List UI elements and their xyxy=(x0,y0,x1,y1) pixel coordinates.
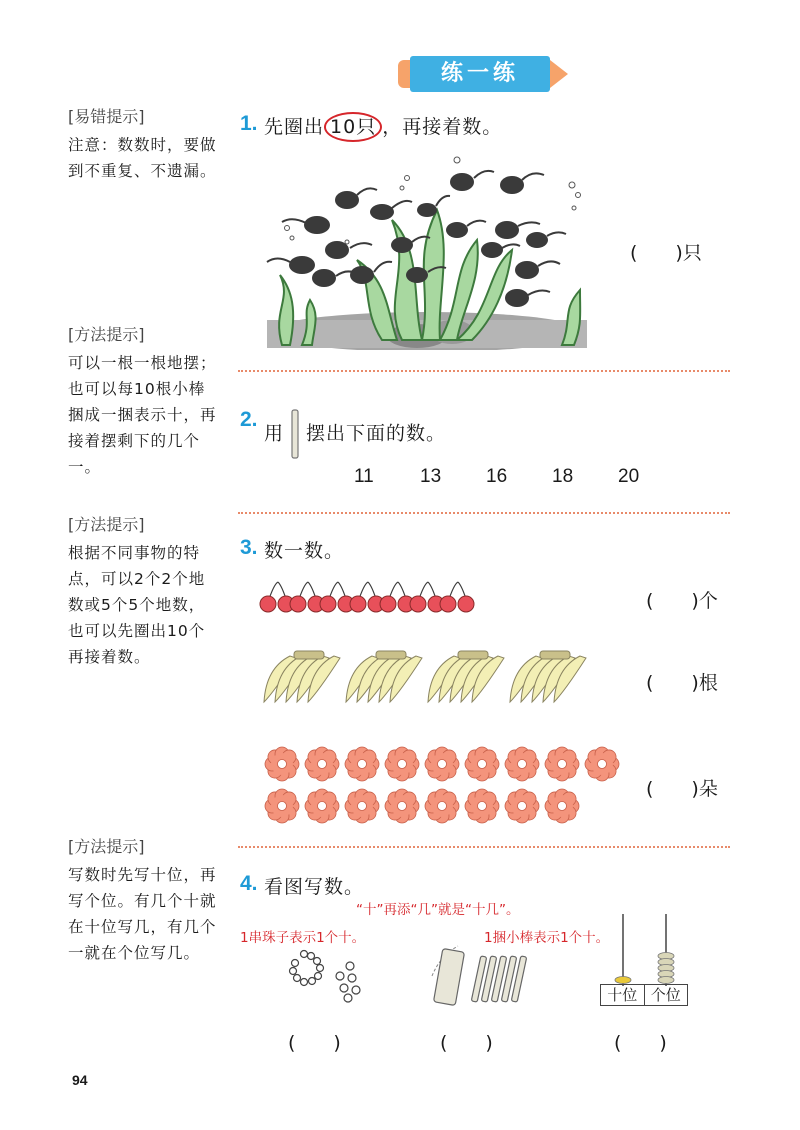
q2-number-3: 16 xyxy=(486,466,508,487)
banana-bunch-icon xyxy=(428,651,504,702)
banana-bunch-icon xyxy=(346,651,422,702)
flower-icon xyxy=(585,747,619,781)
flowers-illustration xyxy=(262,744,622,826)
ones-label: 个位 xyxy=(650,986,681,1004)
cherry-pair-icon xyxy=(320,582,354,612)
flower-icon xyxy=(305,789,339,823)
q4-answer-sticks[interactable]: ( ) xyxy=(440,1032,493,1054)
q1-answer-blank[interactable]: ( )只 xyxy=(630,242,702,264)
cherry-pair-icon xyxy=(260,582,294,612)
flower-icon xyxy=(545,789,579,823)
divider xyxy=(238,846,730,848)
q4-answer-beads[interactable]: ( ) xyxy=(288,1032,341,1054)
q2-prompt-pre: 用 xyxy=(264,422,285,445)
flower-icon xyxy=(265,747,299,781)
q2-number-4: 18 xyxy=(552,466,574,487)
q1-number: 1. xyxy=(240,112,258,135)
q4-note-beads: 1串珠子表示1个十。 xyxy=(240,930,366,946)
flower-icon xyxy=(385,789,419,823)
tip-body: 注意：数数时，要做到不重复、不遗漏。 xyxy=(68,136,217,180)
flower-icon xyxy=(305,747,339,781)
flower-icon xyxy=(345,747,379,781)
q1-prompt-post: ，再接着数。 xyxy=(382,116,503,138)
q2-number-1: 11 xyxy=(354,466,374,487)
place-value-table xyxy=(600,984,688,1006)
flower-icon xyxy=(505,789,539,823)
q2-number: 2. xyxy=(240,408,258,431)
q1-prompt-pre: 先圈出 xyxy=(264,116,325,138)
flower-icon xyxy=(425,747,459,781)
abacus xyxy=(598,912,690,1008)
sidebar-tip-4 xyxy=(68,834,218,966)
cherry-pair-icon xyxy=(290,582,324,612)
banner-title: 练一练 xyxy=(440,61,519,86)
q3-prompt: 数一数。 xyxy=(264,540,345,562)
tens-label: 十位 xyxy=(601,985,645,1005)
q3-answer-cherries[interactable]: ( )个 xyxy=(646,590,718,612)
tip-body: 根据不同事物的特点，可以2个2个地数或5个5个地数，也可以先圈出10个再接着数。 xyxy=(68,544,206,666)
sticks-bundle-illustration xyxy=(420,936,540,1008)
flower-icon xyxy=(465,747,499,781)
q4-answer-abacus[interactable]: ( ) xyxy=(614,1032,667,1054)
tip-title: [方法提示] xyxy=(68,325,145,344)
flower-icon xyxy=(265,789,299,823)
page-number: 94 xyxy=(72,1072,88,1088)
banana-bunch-icon xyxy=(510,651,586,702)
q4-note-top: “十”再添“几”就是“十几”。 xyxy=(356,902,520,918)
flower-icon xyxy=(345,789,379,823)
beads-illustration xyxy=(280,940,370,1006)
tip-title: [方法提示] xyxy=(68,515,145,534)
tip-title: [易错提示] xyxy=(68,107,145,126)
tip-title: [方法提示] xyxy=(68,837,145,856)
q3-answer-bananas[interactable]: ( )根 xyxy=(646,672,718,694)
q2-prompt xyxy=(264,408,446,460)
q4-number: 4. xyxy=(240,872,258,895)
q2-prompt-post: 摆出下面的数。 xyxy=(306,422,447,445)
q3-answer-flowers[interactable]: ( )朵 xyxy=(646,778,718,800)
cherry-pair-icon xyxy=(380,582,414,612)
banana-bunch-icon xyxy=(264,651,340,702)
divider xyxy=(238,370,730,372)
flower-icon xyxy=(545,747,579,781)
divider xyxy=(238,512,730,514)
flower-icon xyxy=(465,789,499,823)
sidebar-tip-1 xyxy=(68,104,218,184)
cherry-pair-icon xyxy=(410,582,444,612)
flower-icon xyxy=(385,747,419,781)
q1-circled-text: 10只 xyxy=(324,112,382,142)
q4-note-sticks: 1捆小棒表示1个十。 xyxy=(484,930,610,946)
q1-prompt xyxy=(264,112,502,142)
cherry-pair-icon xyxy=(350,582,384,612)
tadpole-pond-illustration xyxy=(262,150,592,350)
section-banner xyxy=(398,56,570,92)
stick-icon xyxy=(288,408,302,460)
q3-number: 3. xyxy=(240,536,258,559)
q4-prompt: 看图写数。 xyxy=(264,876,365,898)
flower-icon xyxy=(425,789,459,823)
q2-number-2: 13 xyxy=(420,466,442,487)
sidebar-tip-2 xyxy=(68,322,218,480)
flower-icon xyxy=(505,747,539,781)
q2-number-5: 20 xyxy=(618,466,640,487)
sidebar-tip-3 xyxy=(68,512,218,670)
tip-body: 写数时先写十位，再写个位。有几个十就在十位写几，有几个一就在个位写几。 xyxy=(68,866,217,962)
cherry-pair-icon xyxy=(440,582,474,612)
bananas-illustration xyxy=(258,648,594,710)
tip-body: 可以一根一根地摆；也可以每10根小棒捆成一捆表示十，再接着摆剩下的几个一。 xyxy=(68,354,217,476)
cherries-illustration xyxy=(258,578,484,614)
